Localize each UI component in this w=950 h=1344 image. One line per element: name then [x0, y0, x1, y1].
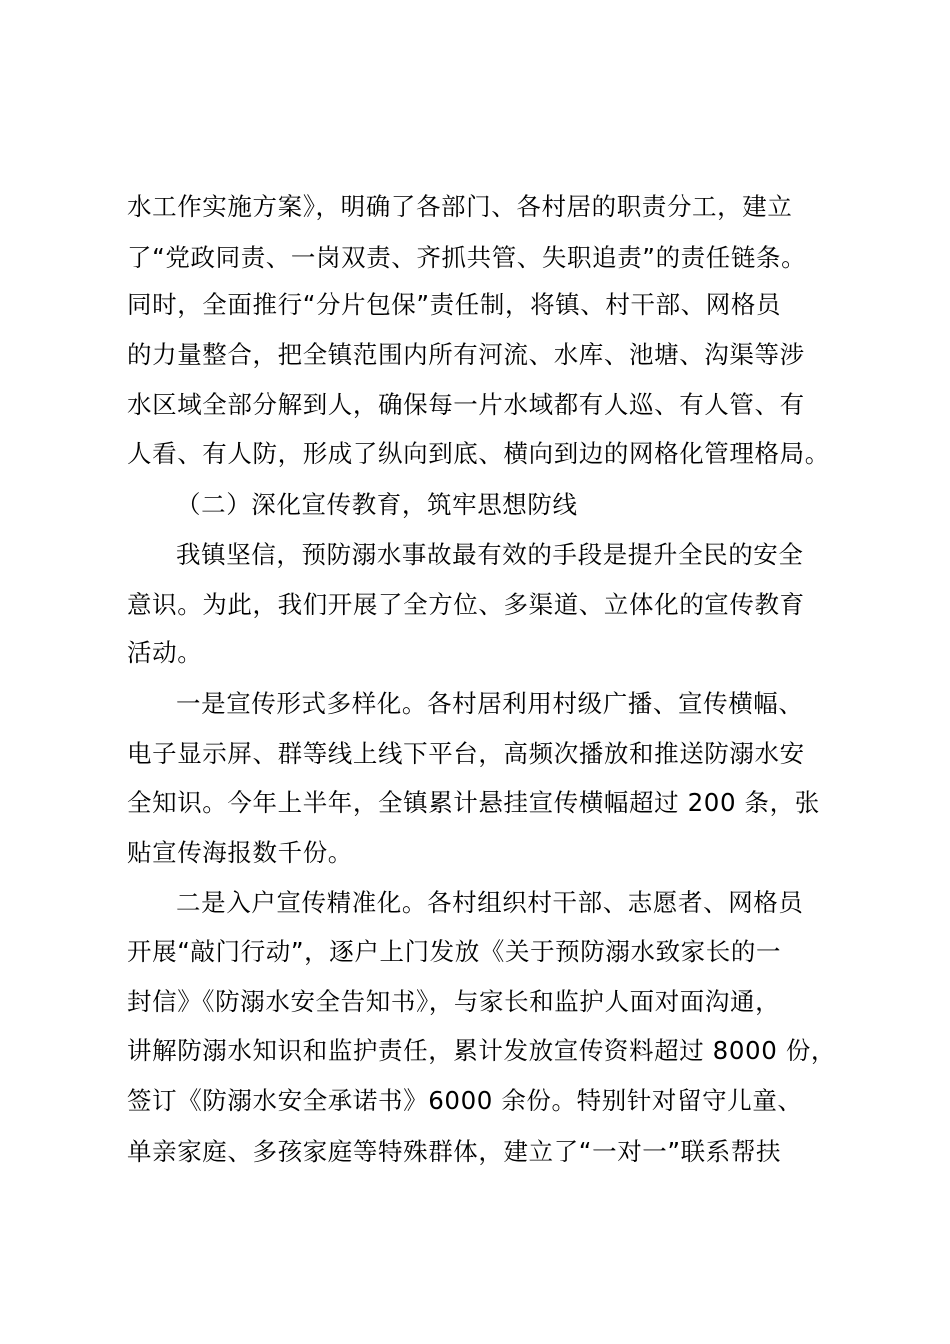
body-text-line: 讲解防溺水知识和监护责任，累计发放宣传资料超过 8000 份，	[127, 1036, 837, 1065]
body-text-line: 我镇坚信，预防溺水事故最有效的手段是提升全民的安全	[176, 540, 804, 569]
body-text-line: 全知识。今年上半年，全镇累计悬挂宣传横幅超过 200 条，张	[127, 788, 820, 817]
body-text-line: 水区域全部分解到人，确保每一片水域都有人巡、有人管、有	[127, 390, 805, 419]
body-text-line: 活动。	[127, 638, 203, 667]
body-text-line: 水工作实施方案》，明确了各部门、各村居的职责分工，建立	[127, 192, 793, 221]
body-text-line: 一是宣传形式多样化。各村居利用村级广播、宣传横幅、	[176, 689, 804, 718]
body-text-line: 意识。为此，我们开展了全方位、多渠道、立体化的宣传教育	[127, 590, 805, 619]
body-text-line: 的力量整合，把全镇范围内所有河流、水库、池塘、沟渠等涉	[127, 340, 805, 369]
body-text-line: 签订《防溺水安全承诺书》6000 余份。特别针对留守儿童、	[127, 1086, 803, 1115]
body-text-line: 贴宣传海报数千份。	[127, 838, 353, 867]
body-text-line: 电子显示屏、群等线上线下平台，高频次播放和推送防溺水安	[127, 739, 805, 768]
section-heading: （二）深化宣传教育，筑牢思想防线	[176, 490, 578, 519]
body-text-line: 人看、有人防，形成了纵向到底、横向到边的网格化管理格局。	[127, 439, 830, 468]
body-text-line: 单亲家庭、多孩家庭等特殊群体，建立了“一对一”联系帮扶	[127, 1137, 782, 1166]
body-text-line: 开展“敲门行动”，逐户上门发放《关于预防溺水致家长的一	[127, 937, 782, 966]
body-text-line: 二是入户宣传精准化。各村组织村干部、志愿者、网格员	[176, 888, 804, 917]
body-text-line: 封信》《防溺水安全告知书》，与家长和监护人面对面沟通，	[127, 987, 781, 1016]
body-text-line: 了“党政同责、一岗双责、齐抓共管、失职追责”的责任链条。	[127, 243, 807, 272]
body-text-line: 同时，全面推行“分片包保”责任制，将镇、村干部、网格员	[127, 290, 782, 319]
